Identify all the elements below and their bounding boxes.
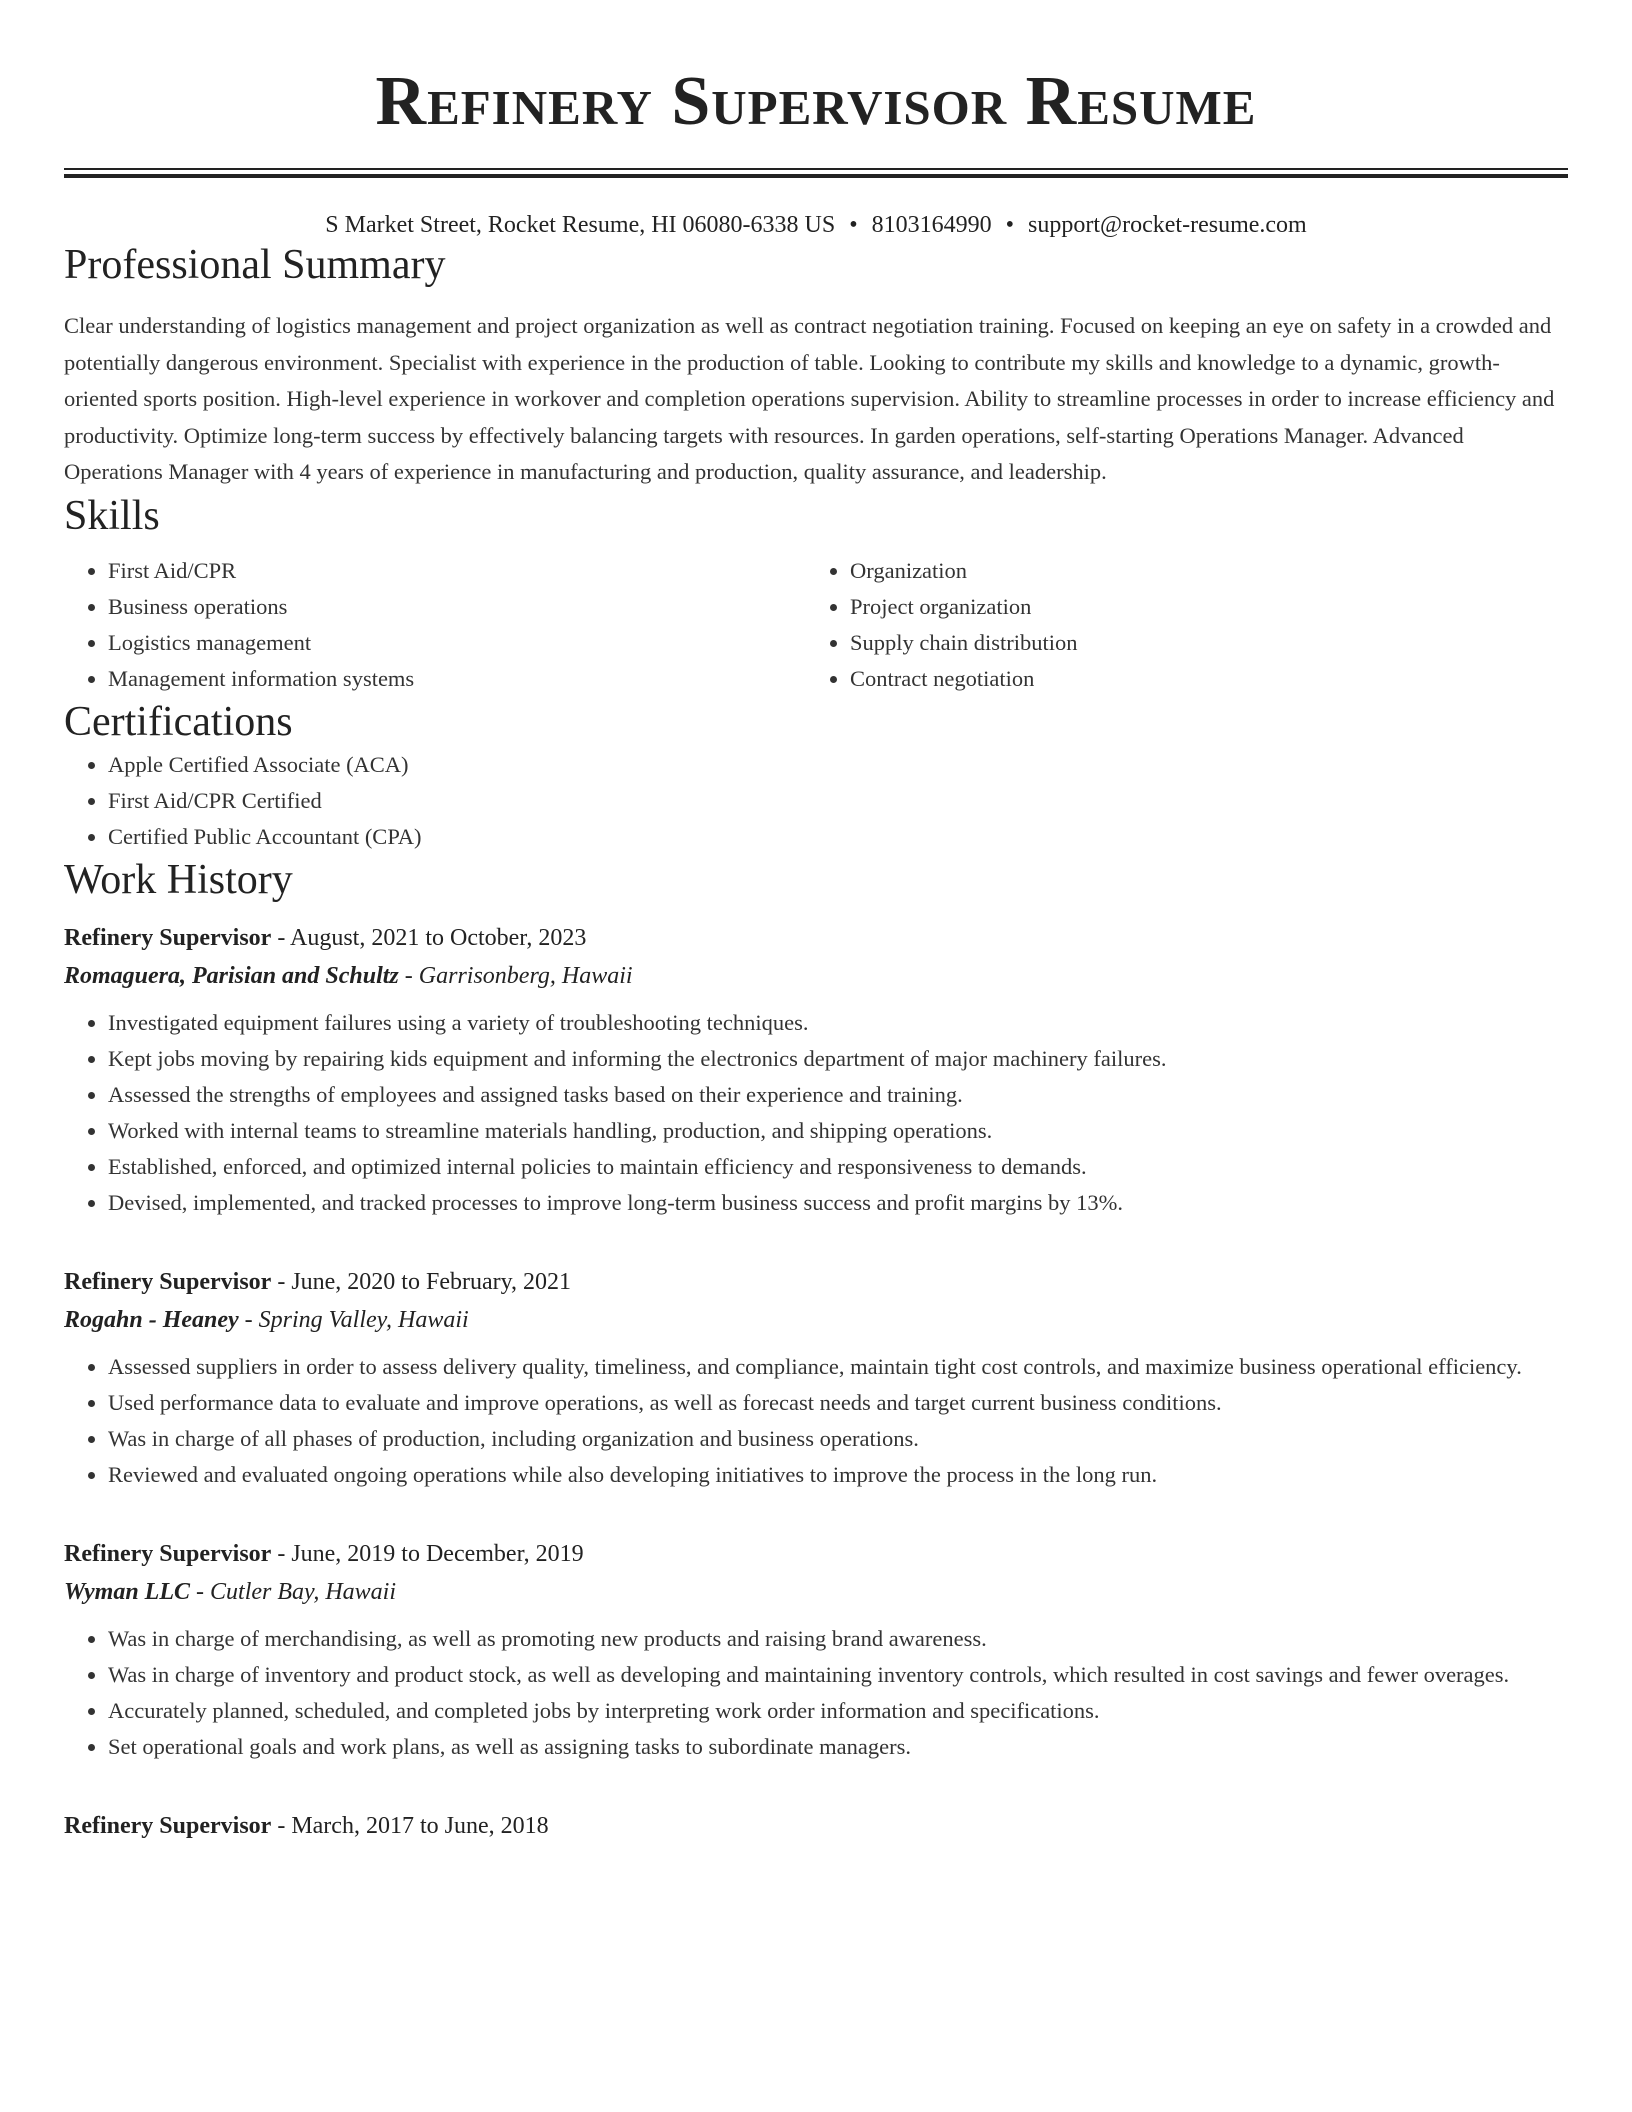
- skill-item: • First Aid/CPR: [108, 553, 806, 589]
- job-title: Refinery Supervisor: [64, 1268, 272, 1295]
- job-bullet: • Kept jobs moving by repairing kids equipment and informing the electronics department of major machinery failures.: [108, 1041, 1568, 1077]
- job-dates: August, 2021 to October, 2023: [289, 924, 587, 951]
- job-title-line: Refinery Supervisor - August, 2021 to October, 2023: [64, 924, 587, 951]
- certifications-list: [64, 747, 1568, 855]
- job-bullets: [64, 1349, 1568, 1493]
- job-location: Cutler Bay, Hawaii: [210, 1578, 397, 1605]
- job-company-line: Wyman LLC - Cutler Bay, Hawaii: [64, 1578, 397, 1605]
- job-entry: [64, 1263, 1568, 1493]
- contact-address: S Market Street, Rocket Resume, HI 06080-6338 US: [325, 212, 836, 238]
- work-history-heading: Work History: [64, 856, 293, 903]
- skill-item: • Business operations: [108, 589, 806, 625]
- contact-line: [64, 210, 1568, 240]
- skill-item: • Management information systems: [108, 661, 806, 697]
- certification-item: • Apple Certified Associate (ACA): [108, 747, 1568, 783]
- skill-item: • Logistics management: [108, 625, 806, 661]
- job-bullet: • Established, enforced, and optimized internal policies to maintain efficiency and responsiveness to demands.: [108, 1149, 1568, 1185]
- job-company: Romaguera, Parisian and Schultz: [64, 962, 399, 989]
- certification-item: • First Aid/CPR Certified: [108, 783, 1568, 819]
- resume-page: [64, 0, 1568, 1845]
- job-title: Refinery Supervisor: [64, 1540, 272, 1567]
- skill-item: • Contract negotiation: [850, 661, 1548, 697]
- job-bullet: • Was in charge of inventory and product stock, as well as developing and maintaining inventory controls, which resulted in cost savings and fewer overages.: [108, 1657, 1568, 1693]
- certification-item: • Certified Public Accountant (CPA): [108, 819, 1568, 855]
- job-bullet: • Set operational goals and work plans, as well as assigning tasks to subordinate managers.: [108, 1729, 1568, 1765]
- contact-email[interactable]: support@rocket-resume.com: [1028, 212, 1307, 238]
- job-title-line: Refinery Supervisor - June, 2019 to December, 2019: [64, 1540, 584, 1567]
- job-bullets: [64, 1621, 1568, 1765]
- contact-phone: 8103164990: [871, 212, 992, 238]
- job-bullet: • Was in charge of merchandising, as well as promoting new products and raising brand awareness.: [108, 1621, 1568, 1657]
- job-bullet: • Investigated equipment failures using a variety of troubleshooting techniques.: [108, 1005, 1568, 1041]
- job-company: Wyman LLC: [64, 1578, 191, 1605]
- job-bullet: • Worked with internal teams to streamline materials handling, production, and shipping operations.: [108, 1113, 1568, 1149]
- skills-column-right: [806, 553, 1548, 697]
- job-company-line: Romaguera, Parisian and Schultz - Garrisonberg, Hawaii: [64, 962, 633, 989]
- job-entry: [64, 1535, 1568, 1765]
- summary-text: Clear understanding of logistics management and project organization as well as contract negotiation training. Focused on keeping an eye on safety in a crowded and potentially dangerous environment. Specialist with experience in the production of table. Looking to contribute my skills and knowledge to a dynamic, growth-oriented sports position. High-level experience in workover and completion operations supervision. Ability to streamline processes in order to increase efficiency and productivity. Optimize long-term success by effectively balancing targets with resources. In garden operations, self-starting Operations Manager. Advanced Operations Manager with 4 years of experience in manufacturing and production, quality assurance, and leadership.: [64, 313, 1555, 484]
- skills-column-left: [64, 553, 806, 697]
- job-bullet: • Reviewed and evaluated ongoing operations while also developing initiatives to improve the process in the long run.: [108, 1457, 1568, 1493]
- job-dates: March, 2017 to June, 2018: [291, 1812, 549, 1839]
- certifications-heading: Certifications: [64, 698, 293, 745]
- job-dates: June, 2020 to February, 2021: [291, 1268, 572, 1295]
- job-title-line: Refinery Supervisor - March, 2017 to June, 2018: [64, 1812, 549, 1839]
- job-bullet: • Accurately planned, scheduled, and completed jobs by interpreting work order information and specifications.: [108, 1693, 1568, 1729]
- job-entry: [64, 919, 1568, 1221]
- job-bullet: • Devised, implemented, and tracked processes to improve long-term business success and profit margins by 13%.: [108, 1185, 1568, 1221]
- contact-separator: •: [849, 212, 858, 238]
- job-title-line: Refinery Supervisor - June, 2020 to February, 2021: [64, 1268, 572, 1295]
- job-title: Refinery Supervisor: [64, 924, 272, 951]
- skill-item: • Supply chain distribution: [850, 625, 1548, 661]
- job-location: Garrisonberg, Hawaii: [418, 962, 633, 989]
- skill-item: • Project organization: [850, 589, 1548, 625]
- job-bullet: • Assessed the strengths of employees and assigned tasks based on their experience and training.: [108, 1077, 1568, 1113]
- skills-heading: Skills: [64, 492, 160, 539]
- skills-list: [64, 553, 1568, 697]
- skill-item: • Organization: [850, 553, 1548, 589]
- job-company: Rogahn - Heaney: [64, 1306, 239, 1333]
- job-bullets: [64, 1005, 1568, 1221]
- job-company-line: Rogahn - Heaney - Spring Valley, Hawaii: [64, 1306, 469, 1333]
- job-bullet: • Used performance data to evaluate and improve operations, as well as forecast needs and target current business conditions.: [108, 1385, 1568, 1421]
- job-dates: June, 2019 to December, 2019: [291, 1540, 584, 1567]
- job-bullet: • Was in charge of all phases of production, including organization and business operations.: [108, 1421, 1568, 1457]
- job-location: Spring Valley, Hawaii: [258, 1306, 469, 1333]
- resume-title: Refinery Supervisor Resume: [375, 63, 1257, 140]
- job-entry: [64, 1807, 1568, 1845]
- job-bullet: • Assessed suppliers in order to assess delivery quality, timeliness, and compliance, maintain tight cost controls, and maximize business operational efficiency.: [108, 1349, 1568, 1385]
- job-title: Refinery Supervisor: [64, 1812, 272, 1839]
- title-double-rule: [64, 168, 1568, 178]
- contact-separator: •: [1005, 212, 1015, 238]
- summary-heading: Professional Summary: [64, 242, 446, 288]
